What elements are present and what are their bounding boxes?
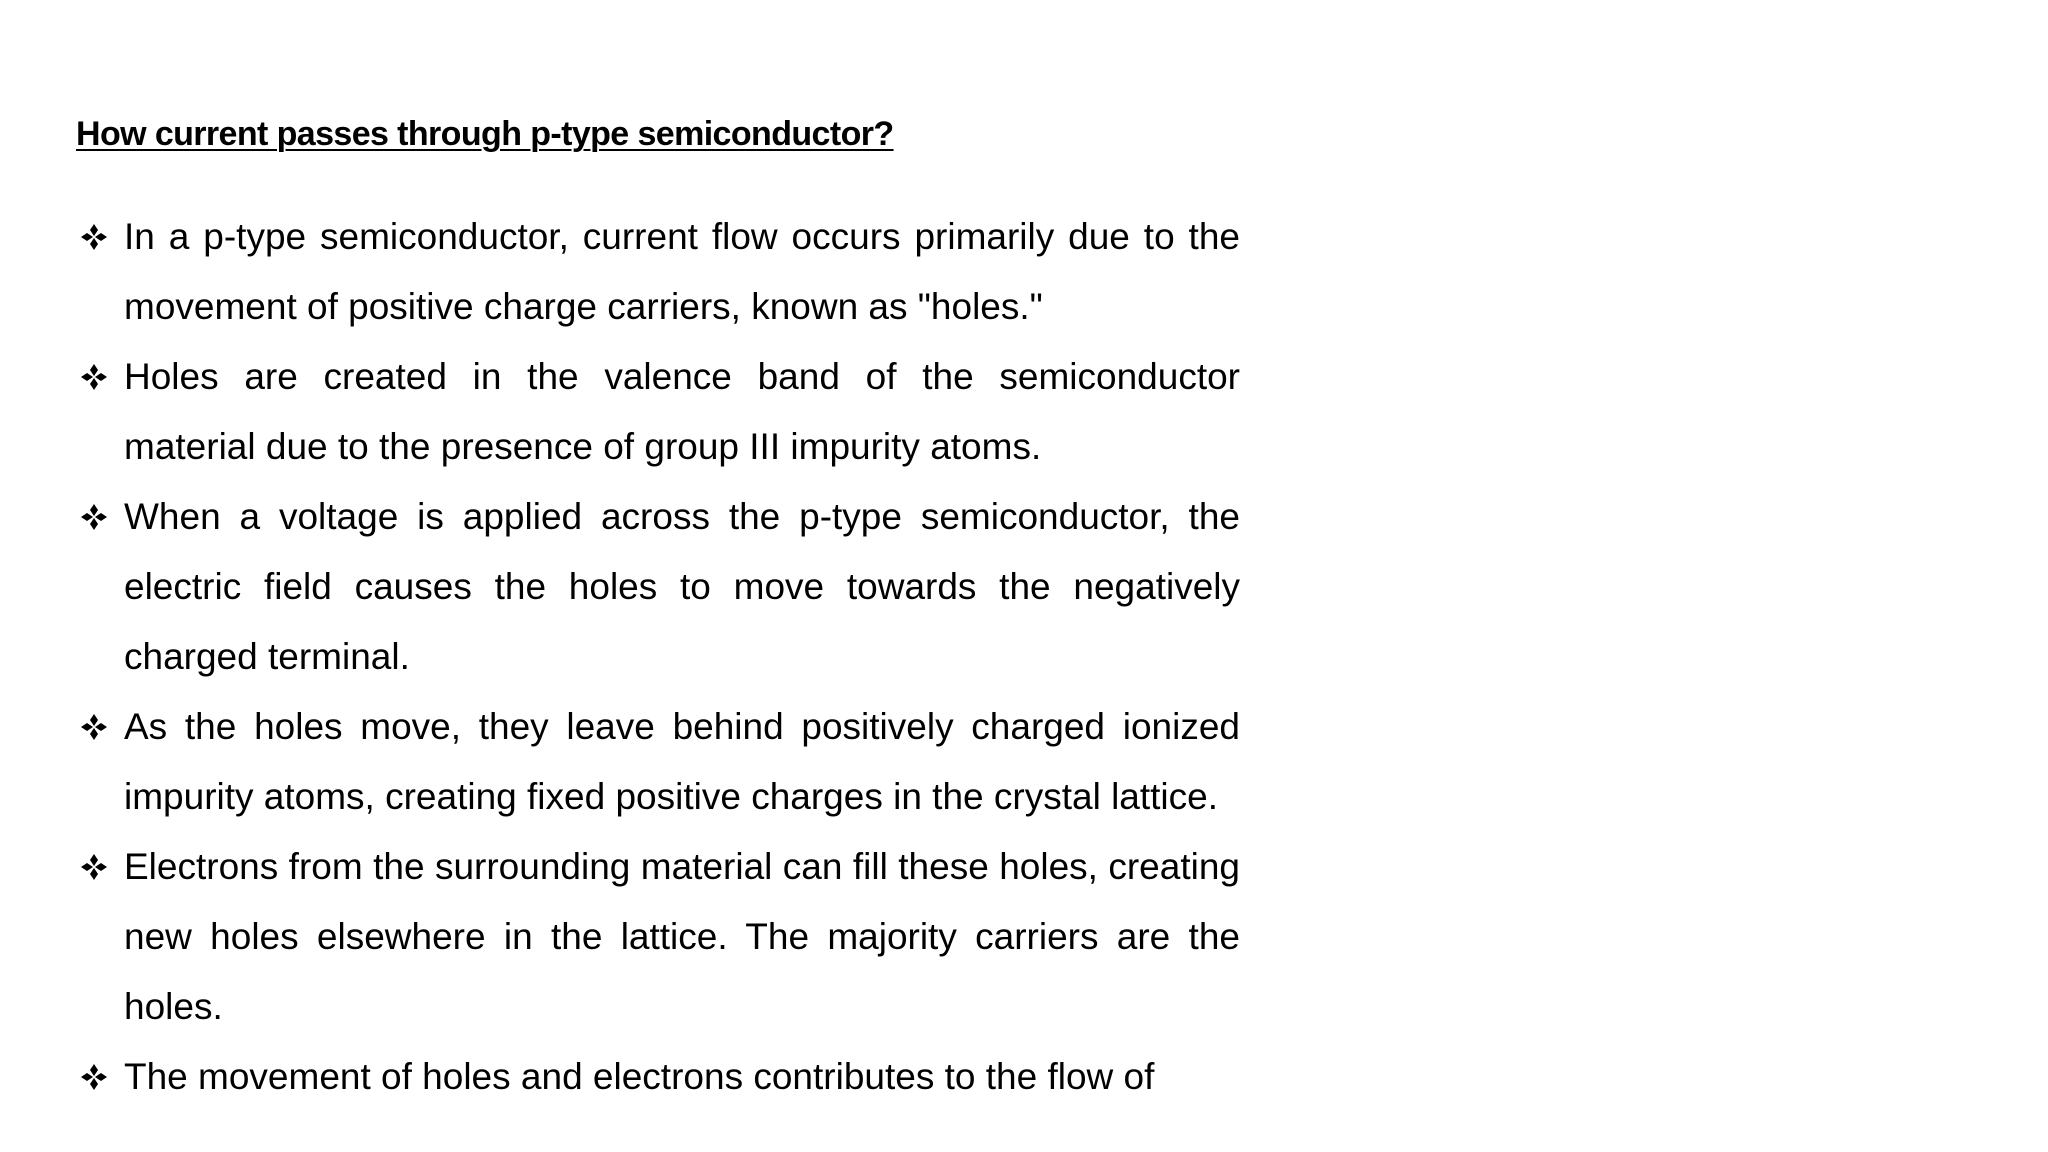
bullet-list: [76, 202, 1240, 1112]
bullet-text: When a voltage is applied across the p-type semiconductor, the electric field causes the holes to move towards the negatively charged terminal.: [124, 496, 1240, 677]
four-diamond-bullet-icon: [76, 342, 112, 412]
bullet-item: [76, 342, 1240, 482]
bullet-text: As the holes move, they leave behind positively charged ionized impurity atoms, creating fixed positive charges in the crystal lattice.: [124, 706, 1240, 817]
four-diamond-bullet-icon: [76, 482, 112, 552]
bullet-text: Holes are created in the valence band of the semiconductor material due to the presence of group III impurity atoms.: [124, 356, 1240, 467]
bullet-item: [76, 482, 1240, 692]
bullet-text: In a p-type semiconductor, current flow occurs primarily due to the movement of positive charge carriers, known as "holes.": [124, 216, 1240, 327]
bullet-text: The movement of holes and electrons contributes to the flow of: [124, 1056, 1155, 1097]
four-diamond-bullet-icon: [76, 692, 112, 762]
bullet-item: [76, 202, 1240, 342]
bullet-text: Electrons from the surrounding material can fill these holes, creating new holes elsewhere in the lattice. The majority carriers are the holes.: [124, 846, 1240, 1027]
four-diamond-bullet-icon: [76, 1042, 112, 1112]
four-diamond-bullet-icon: [76, 832, 112, 902]
bullet-item: [76, 832, 1240, 1042]
bullet-item: [76, 1042, 1240, 1112]
bullet-item: [76, 692, 1240, 832]
slide-title: How current passes through p-type semiconductor?: [76, 115, 894, 153]
four-diamond-bullet-icon: [76, 202, 112, 272]
